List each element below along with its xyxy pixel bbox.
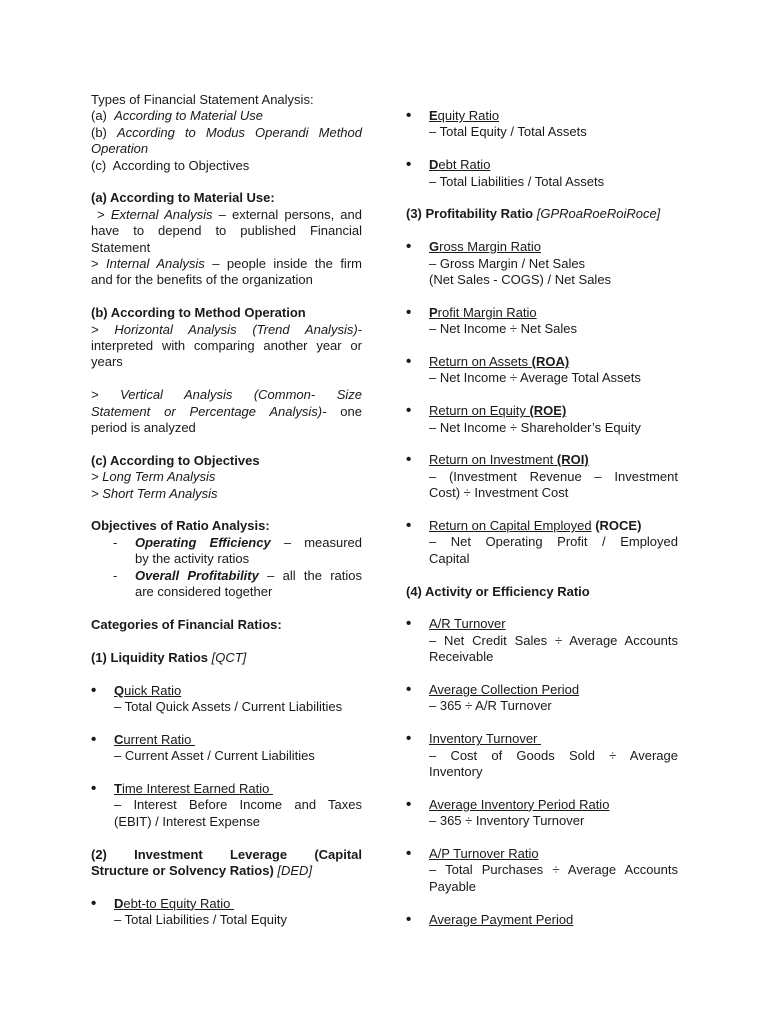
- external-analysis-line-2: have to depend to published Financial: [91, 223, 362, 239]
- quick-ratio-initial: Q: [114, 682, 125, 698]
- vertical-analysis-line-2: [91, 404, 362, 420]
- debt-ratio-item: [406, 157, 678, 190]
- roa-abbr: (ROA): [528, 354, 570, 370]
- leverage-heading: (2) Investment Leverage (Capital: [91, 846, 362, 862]
- aip-formula: – 365 ÷ Inventory Turnover: [429, 813, 585, 829]
- equity-ratio-rest: quity Ratio: [437, 108, 500, 123]
- debt-to-equity-formula: – Total Liabilities / Total Equity: [114, 912, 287, 928]
- bullet-marker: •: [91, 894, 97, 912]
- vertical-analysis-rest: one: [326, 403, 362, 419]
- roi-abbr: (ROI): [553, 452, 589, 468]
- external-analysis-term: External Analysis: [110, 206, 213, 222]
- ar-turnover-formula: – Net Credit Sales ÷ Average Accounts: [429, 632, 678, 648]
- gross-margin-formula: – Gross Margin / Net Sales: [429, 255, 586, 271]
- quick-ratio-label: [114, 683, 362, 699]
- inventory-turnover-formula: – Cost of Goods Sold ÷ Average: [429, 747, 678, 763]
- roce-label-text: Return on Capital Employed: [429, 518, 592, 534]
- acp-label: Average Collection Period: [429, 682, 580, 698]
- profit-margin-label: [429, 305, 678, 321]
- roce-abbr: (ROCE): [591, 518, 642, 534]
- tie-ratio-formula-2: (EBIT) / Interest Expense: [114, 813, 260, 829]
- current-ratio-formula: – Current Asset / Current Liabilities: [114, 748, 315, 764]
- debt-to-equity-item: [91, 896, 362, 929]
- gross-margin-initial: G: [429, 239, 440, 255]
- left-column: [91, 92, 362, 929]
- intro-title: Types of Financial Statement Analysis:: [91, 92, 314, 107]
- liquidity-heading-text: (1) Liquidity Ratios: [91, 649, 212, 665]
- gross-margin-label: [429, 239, 678, 255]
- gross-margin-formula-2: (Net Sales - COGS) / Net Sales: [429, 272, 612, 288]
- internal-analysis-line-2: and for the benefits of the organization: [91, 272, 313, 288]
- operating-efficiency-item: [91, 535, 362, 568]
- aip-label: Average Inventory Period Ratio: [429, 796, 610, 812]
- tie-ratio-label: [114, 781, 362, 797]
- current-ratio-label: [114, 732, 362, 748]
- horizontal-analysis-line: > Horizontal Analysis (Trend Analysis)-: [91, 321, 362, 337]
- horizontal-analysis-line-3: years: [91, 354, 123, 370]
- quick-ratio-item: [91, 683, 362, 716]
- roce-formula-2: Capital: [429, 550, 470, 566]
- external-analysis-desc: – external persons, and: [212, 206, 362, 222]
- material-heading: (a) According to Material Use:: [91, 190, 275, 206]
- intro-b-text: According to Modus Operandi Method: [117, 124, 362, 140]
- dash-marker: -: [113, 534, 118, 550]
- current-ratio-item: [91, 732, 362, 765]
- tie-ratio-rest: ime Interest Earned Ratio: [121, 780, 273, 796]
- operating-efficiency-line: [135, 535, 362, 551]
- ap-turnover-formula: – Total Purchases ÷ Average Accounts: [429, 862, 678, 878]
- debt-to-equity-rest: ebt-to Equity Ratio: [123, 895, 234, 911]
- operating-efficiency-term: Operating Efficiency: [135, 534, 271, 550]
- equity-ratio-label: [429, 108, 678, 124]
- ar-turnover-label: A/R Turnover: [429, 616, 506, 632]
- roa-formula: – Net Income ÷ Average Total Assets: [429, 370, 641, 386]
- activity-heading: (4) Activity or Efficiency Ratio: [406, 583, 590, 599]
- bullet-marker: •: [406, 615, 412, 633]
- roe-label-text: Return on Equity: [429, 403, 526, 419]
- bullet-marker: •: [91, 730, 97, 748]
- bullet-marker: •: [406, 681, 412, 699]
- equity-ratio-initial: E: [429, 108, 438, 123]
- intro-c-prefix: (c): [91, 157, 113, 173]
- operating-efficiency-desc: – measured: [270, 534, 362, 550]
- roi-label-text: Return on Investment: [429, 452, 554, 468]
- roe-label: [429, 403, 678, 419]
- internal-analysis-desc: – people inside the firm: [204, 256, 362, 272]
- overall-profitability-line: [135, 568, 362, 584]
- external-analysis-line-3: Statement: [91, 239, 151, 255]
- debt-ratio-initial: D: [429, 157, 439, 173]
- acp-formula: – 365 ÷ A/R Turnover: [429, 698, 552, 714]
- intro-item-c: [91, 158, 362, 174]
- app-label: Average Payment Period: [429, 911, 574, 927]
- roce-label: [429, 518, 678, 534]
- bullet-marker: •: [406, 303, 412, 321]
- debt-to-equity-label: [114, 896, 362, 912]
- roi-label: [429, 452, 678, 468]
- profitability-heading-text: (3) Profitability Ratio: [406, 206, 537, 222]
- acp-item: [406, 682, 678, 715]
- debt-to-equity-initial: D: [114, 895, 124, 911]
- profitability-mnemonic: [GPRoaRoeRoiRoce]: [536, 206, 661, 222]
- profit-margin-formula: – Net Income ÷ Net Sales: [429, 321, 578, 337]
- right-column: [406, 108, 678, 928]
- ratio-objectives-heading: Objectives of Ratio Analysis:: [91, 518, 270, 534]
- inventory-turnover-item: [406, 731, 678, 780]
- intro-item-b-cont: Operation: [91, 141, 149, 157]
- bullet-marker: •: [406, 353, 412, 371]
- intro-c-text: According to Objectives: [112, 157, 250, 173]
- roa-item: [406, 354, 678, 387]
- debt-ratio-formula: – Total Liabilities / Total Assets: [429, 173, 605, 189]
- bullet-marker: •: [406, 156, 412, 174]
- long-term-analysis: > Long Term Analysis: [91, 469, 216, 485]
- roce-item: [406, 518, 678, 567]
- bullet-marker: •: [406, 795, 412, 813]
- bullet-marker: •: [406, 517, 412, 535]
- internal-analysis-line: [91, 256, 362, 272]
- intro-a-prefix: (a): [91, 108, 115, 124]
- liquidity-heading: [91, 650, 362, 666]
- quick-ratio-rest: uick Ratio: [124, 682, 182, 698]
- equity-ratio-formula: – Total Equity / Total Assets: [429, 124, 587, 140]
- roe-item: [406, 403, 678, 436]
- objectives-heading: (c) According to Objectives: [91, 452, 260, 468]
- roi-formula-2: Cost) ÷ Investment Cost: [429, 485, 569, 501]
- bullet-marker: •: [406, 730, 412, 748]
- profit-margin-rest: rofit Margin Ratio: [437, 304, 537, 320]
- aip-item: [406, 797, 678, 830]
- vertical-analysis-term: Statement or Percentage Analysis)-: [91, 403, 327, 419]
- ap-turnover-formula-2: Payable: [429, 878, 476, 894]
- overall-profitability-desc: – all the ratios: [258, 567, 363, 583]
- profit-margin-initial: P: [429, 304, 438, 320]
- operating-efficiency-line-2: by the activity ratios: [135, 551, 250, 567]
- leverage-mnemonic: [DED]: [277, 862, 313, 878]
- roe-formula: – Net Income ÷ Shareholder’s Equity: [429, 419, 641, 435]
- quick-ratio-formula: – Total Quick Assets / Current Liabilities: [114, 698, 343, 714]
- liquidity-mnemonic: [QCT]: [211, 649, 247, 665]
- leverage-heading-2: [91, 863, 362, 879]
- roa-label: [429, 354, 678, 370]
- overall-profitability-line-2: are considered together: [135, 584, 273, 600]
- roi-item: [406, 452, 678, 501]
- intro-item-b: [91, 125, 362, 141]
- gross-margin-item: [406, 239, 678, 288]
- internal-gt: >: [91, 256, 107, 272]
- dash-marker: -: [113, 567, 118, 583]
- short-term-analysis: > Short Term Analysis: [91, 485, 218, 501]
- roa-label-text: Return on Assets: [429, 354, 528, 370]
- bullet-marker: •: [91, 681, 97, 699]
- tie-ratio-formula: – Interest Before Income and Taxes: [114, 797, 362, 813]
- ap-turnover-item: [406, 846, 678, 895]
- inventory-turnover-label: Inventory Turnover: [429, 731, 541, 747]
- gross-margin-rest: ross Margin Ratio: [439, 239, 541, 255]
- bullet-marker: •: [406, 451, 412, 469]
- app-item: [406, 912, 678, 928]
- equity-ratio-item: [406, 108, 678, 141]
- debt-ratio-label: [429, 157, 678, 173]
- roce-formula: – Net Operating Profit / Employed: [429, 534, 678, 550]
- vertical-analysis-line-3: period is analyzed: [91, 420, 196, 436]
- tie-ratio-item: [91, 781, 362, 830]
- vertical-analysis-line: > Vertical Analysis (Common- Size: [91, 387, 362, 403]
- bullet-marker: •: [406, 238, 412, 256]
- horizontal-analysis-line-2: interpreted with comparing another year or: [91, 338, 362, 354]
- profitability-heading: [406, 206, 678, 222]
- debt-ratio-rest: ebt Ratio: [438, 157, 491, 173]
- bullet-marker: •: [91, 779, 97, 797]
- categories-heading: Categories of Financial Ratios:: [91, 616, 282, 632]
- method-heading: (b) According to Method Operation: [91, 305, 306, 321]
- bullet-marker: •: [406, 107, 412, 124]
- intro-a-text: According to Material Use: [114, 108, 263, 124]
- bullet-marker: •: [406, 402, 412, 420]
- overall-profitability-item: [91, 568, 362, 601]
- intro-item-a: [91, 108, 362, 124]
- external-analysis-line: > External Analysis – external persons, and: [91, 206, 362, 222]
- current-ratio-rest: urrent Ratio: [123, 731, 195, 747]
- bullet-marker: •: [406, 910, 412, 928]
- ar-turnover-formula-2: Receivable: [429, 649, 494, 665]
- ar-turnover-item: [406, 616, 678, 665]
- bullet-marker: •: [406, 845, 412, 863]
- roe-abbr: (ROE): [525, 403, 567, 419]
- internal-analysis-term: Internal Analysis: [106, 256, 205, 272]
- roi-formula: – (Investment Revenue – Investment: [429, 468, 678, 484]
- profit-margin-item: [406, 305, 678, 338]
- overall-profitability-term: Overall Profitability: [135, 567, 259, 583]
- inventory-turnover-formula-2: Inventory: [429, 764, 483, 780]
- intro-b-prefix: (b): [91, 124, 118, 140]
- ap-turnover-label: A/P Turnover Ratio: [429, 846, 539, 862]
- leverage-heading-text: Structure or Solvency Ratios): [91, 862, 278, 878]
- tie-ratio-initial: T: [114, 780, 122, 796]
- current-ratio-initial: C: [114, 731, 124, 747]
